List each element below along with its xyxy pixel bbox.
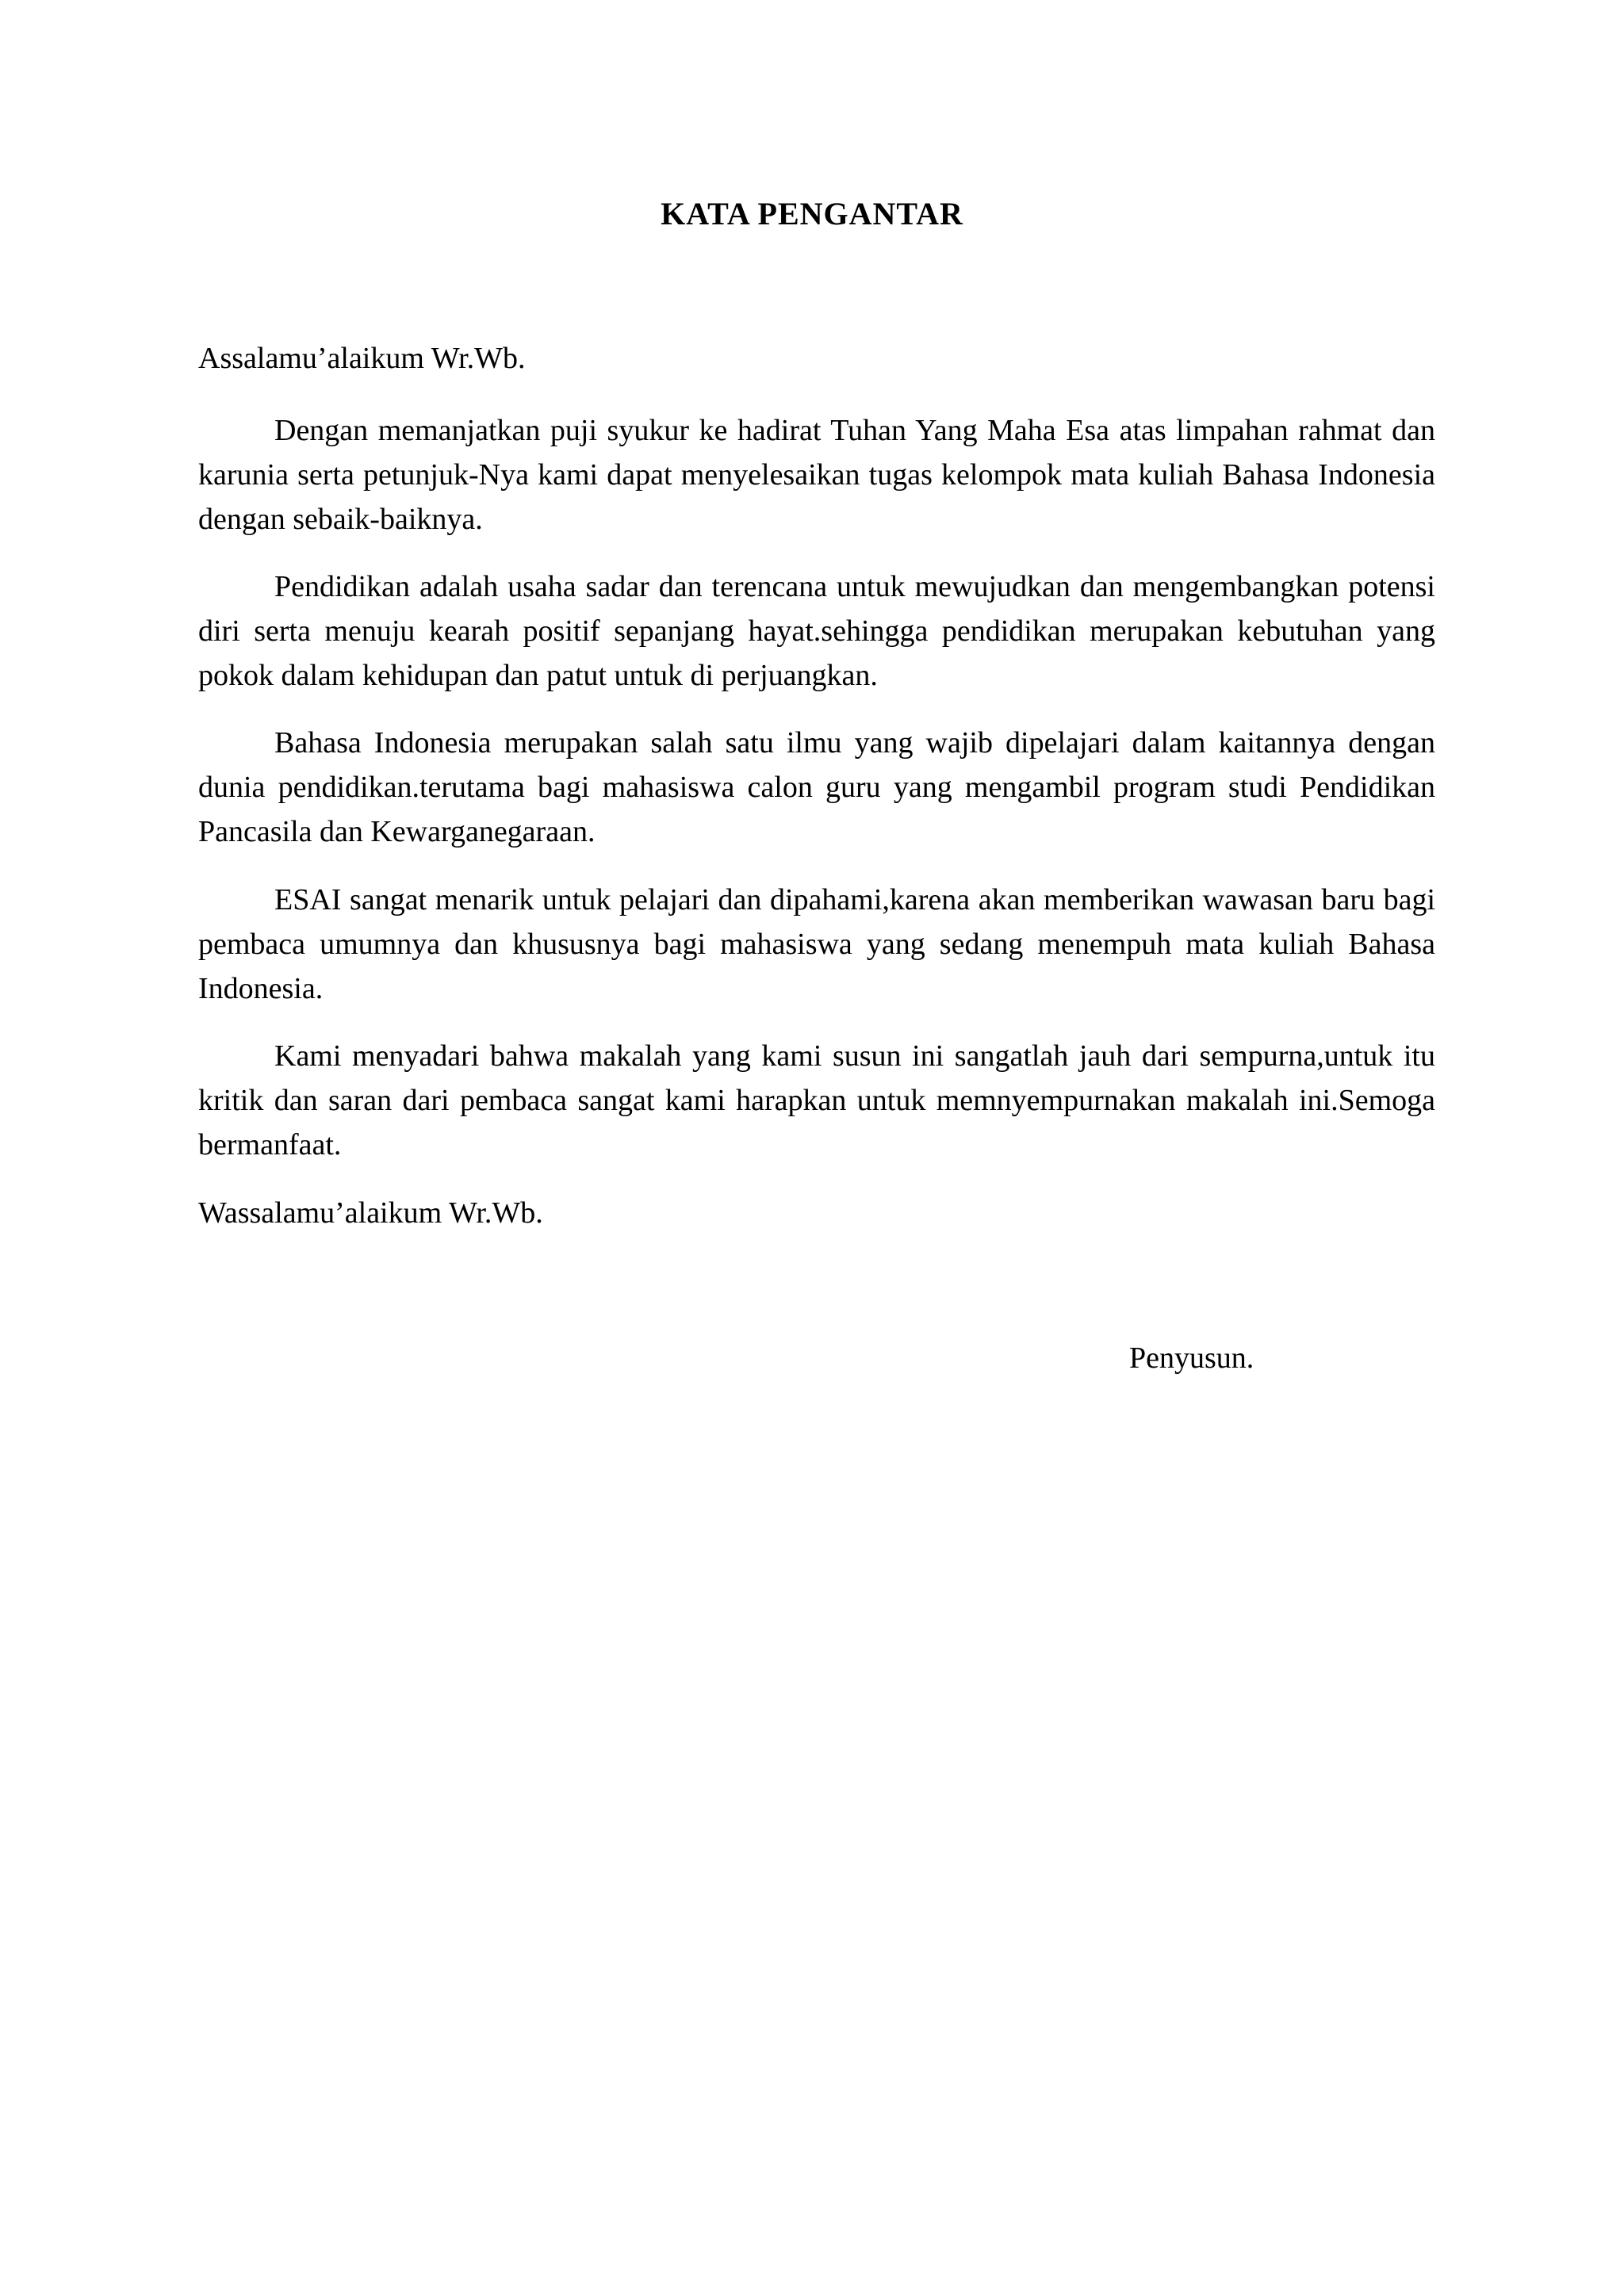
paragraph-5: Kami menyadari bahwa makalah yang kami susun ini sangatlah jauh dari sempurna,untuk itu kritik dan saran dari pembaca sangat kami harapkan untuk memnyempurnakan makalah ini.Semoga bermanfaat.	[198, 1039, 1435, 1161]
page-title: KATA PENGANTAR	[661, 196, 963, 232]
opening-greeting: Assalamu’alaikum Wr.Wb.	[198, 342, 526, 375]
paragraph-2: Pendidikan adalah usaha sadar dan terencana untuk mewujudkan dan mengembangkan potensi diri serta menuju kearah positif sepanjang hayat.sehingga pendidikan merupakan kebutuhan yang pokok dalam kehidupan dan patut untuk di perjuangkan.	[198, 570, 1435, 692]
signature: Penyusun.	[1129, 1341, 1254, 1375]
paragraph-1: Dengan memanjatkan puji syukur ke hadirat Tuhan Yang Maha Esa atas limpahan rahmat dan karunia serta petunjuk-Nya kami dapat menyelesaikan tugas kelompok mata kuliah Bahasa Indonesia dengan sebaik-baiknya.	[198, 414, 1435, 536]
paragraph-3: Bahasa Indonesia merupakan salah satu ilmu yang wajib dipelajari dalam kaitannya dengan dunia pendidikan.terutama bagi mahasiswa calon guru yang mengambil program studi Pendidikan Pancasila dan Kewarganegaraan.	[198, 726, 1435, 848]
paragraph-4: ESAI sangat menarik untuk pelajari dan dipahami,karena akan memberikan wawasan baru bagi pembaca umumnya dan khususnya bagi mahasiswa yang sedang menempuh mata kuliah Bahasa Indonesia.	[198, 883, 1435, 1005]
closing-greeting: Wassalamu’alaikum Wr.Wb.	[198, 1196, 543, 1230]
